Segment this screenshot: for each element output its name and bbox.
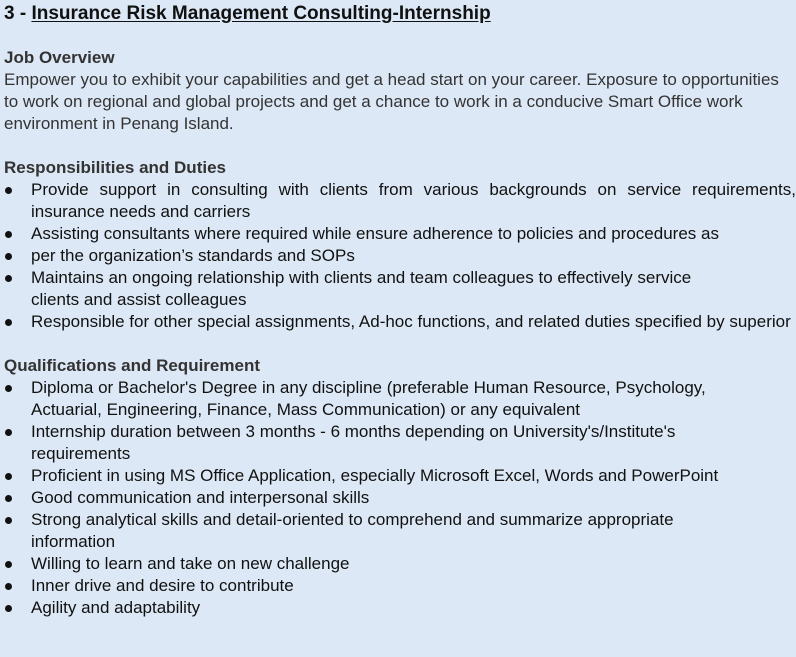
- qualifications-section: [4, 355, 796, 619]
- qualifications-list: [4, 377, 796, 619]
- job-number: 3 -: [4, 3, 32, 24]
- bullet-icon: [5, 517, 12, 524]
- list-item-text: Internship duration between 3 months - 6 months depending on University's/Institute's requirements: [31, 422, 676, 463]
- spacer: [4, 333, 796, 355]
- list-item-text: Agility and adaptability: [31, 598, 201, 617]
- bullet-icon: [5, 275, 12, 282]
- list-item: [4, 223, 796, 245]
- job-overview-text: Empower you to exhibit your capabilities and get a head start on your career. Exposure to opportunities to work on regional and global projects and get a chance to work in a conducive Smart Office work environment in Penang Island.: [4, 70, 779, 133]
- list-item: [4, 509, 796, 553]
- list-item-text: Strong analytical skills and detail-oriented to comprehend and summarize appropriate information: [31, 510, 674, 551]
- list-item: [4, 179, 796, 223]
- bullet-icon: [5, 187, 12, 194]
- list-item-text: Assisting consultants where required while ensure adherence to policies and procedures as: [31, 224, 719, 243]
- bullet-icon: [5, 385, 12, 392]
- responsibilities-section: [4, 157, 796, 333]
- list-item: [4, 311, 796, 333]
- bullet-icon: [5, 319, 12, 326]
- job-overview-section: [4, 47, 796, 135]
- qualifications-heading: Qualifications and Requirement: [4, 356, 260, 375]
- list-item: [4, 575, 796, 597]
- list-item: [4, 553, 796, 575]
- list-item-text: Maintains an ongoing relationship with clients and team colleagues to effectively service clients and assist colleagues: [31, 268, 692, 309]
- list-item-text: Good communication and interpersonal skills: [31, 488, 370, 507]
- list-item: [4, 597, 796, 619]
- list-item-text: Willing to learn and take on new challenge: [31, 554, 350, 573]
- bullet-icon: [5, 429, 12, 436]
- bullet-icon: [5, 495, 12, 502]
- list-item: [4, 245, 796, 267]
- spacer: [4, 135, 796, 157]
- list-item: [4, 465, 796, 487]
- list-item: [4, 421, 796, 465]
- job-overview-heading: Job Overview: [4, 48, 115, 67]
- spacer: [4, 26, 796, 47]
- list-item-text: Diploma or Bachelor's Degree in any discipline (preferable Human Resource, Psychology, Actuarial, Engineering, Finance, Mass Communication) or any equivalent: [31, 378, 706, 419]
- job-title-text: Insurance Risk Management Consulting-Internship: [31, 3, 491, 24]
- list-item-text: Provide support in consulting with clients from various backgrounds on service requirements, insurance needs and carriers: [31, 180, 796, 221]
- list-item: [4, 267, 796, 311]
- responsibilities-list: [4, 179, 796, 333]
- bullet-icon: [5, 605, 12, 612]
- bullet-icon: [5, 561, 12, 568]
- list-item-text: Responsible for other special assignments, Ad-hoc functions, and related duties specified by superior: [31, 312, 791, 331]
- responsibilities-heading: Responsibilities and Duties: [4, 158, 226, 177]
- bullet-icon: [5, 253, 12, 260]
- list-item-text: per the organization’s standards and SOPs: [31, 246, 355, 265]
- list-item-text: Proficient in using MS Office Application, especially Microsoft Excel, Words and PowerPoint: [31, 466, 719, 485]
- list-item: [4, 377, 796, 421]
- bullet-icon: [5, 583, 12, 590]
- bullet-icon: [5, 473, 12, 480]
- list-item: [4, 487, 796, 509]
- bullet-icon: [5, 231, 12, 238]
- list-item-text: Inner drive and desire to contribute: [31, 576, 294, 595]
- job-title: [4, 2, 796, 26]
